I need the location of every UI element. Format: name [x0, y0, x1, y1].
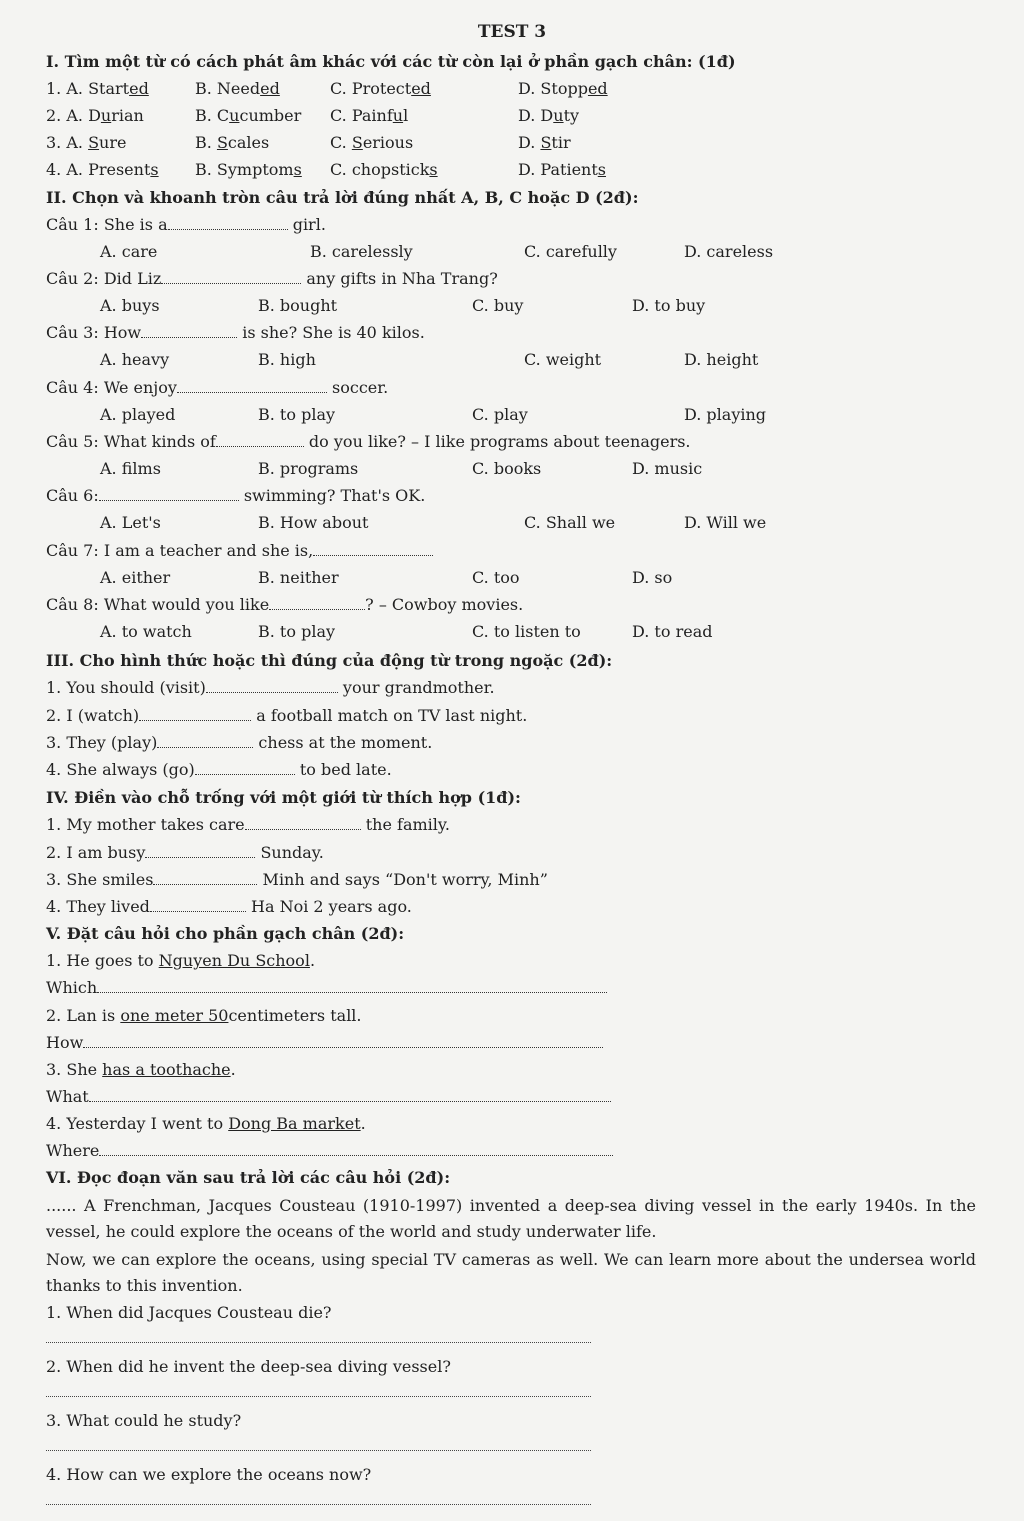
- question-text: Câu 3: How: [46, 323, 142, 342]
- item-text: Ha Noi 2 years ago.: [245, 897, 412, 916]
- section-4-heading: IV. Điền vào chỗ trống với một giới từ thích hợp (1đ):: [46, 788, 521, 807]
- item-text: 3. She smiles: [46, 870, 154, 889]
- item-text: to bed late.: [294, 760, 392, 779]
- question-text: Câu 8: What would you like: [46, 595, 270, 614]
- option-text: 2. A. D: [46, 106, 101, 125]
- choice-option-a[interactable]: A. to watch: [100, 622, 192, 641]
- underlined-letters: s: [150, 160, 159, 179]
- question-text: soccer.: [326, 378, 389, 397]
- question-stem: [46, 432, 691, 451]
- item-text: 1. My mother takes care: [46, 815, 245, 834]
- fill-in-item: [46, 843, 324, 862]
- question-stem: [46, 323, 425, 342]
- option-text: D. D: [518, 106, 554, 125]
- pronunciation-option[interactable]: [518, 106, 579, 125]
- fill-in-item: [46, 678, 495, 697]
- answer-blank[interactable]: [216, 434, 304, 447]
- sentence-text: 2. Lan is: [46, 1006, 121, 1025]
- question-text: do you like? – I like programs about teenagers.: [303, 432, 691, 451]
- choice-option-c[interactable]: C. too: [472, 568, 520, 587]
- question-text: girl.: [287, 215, 326, 234]
- fill-in-item: [46, 706, 527, 725]
- pronunciation-option[interactable]: [195, 160, 302, 179]
- section-5-heading: V. Đặt câu hỏi cho phần gạch chân (2đ):: [46, 924, 405, 943]
- choice-option-b[interactable]: B. How about: [258, 513, 369, 532]
- question-text: ? – Cowboy movies.: [365, 595, 524, 614]
- rewrite-sentence: [46, 951, 315, 970]
- item-text: 4. They lived: [46, 897, 150, 916]
- underlined-letters: S: [351, 133, 363, 152]
- question-text: swimming? That's OK.: [238, 486, 426, 505]
- underlined-letters: u: [553, 106, 564, 125]
- pronunciation-option[interactable]: [518, 79, 608, 98]
- answer-line[interactable]: [46, 1449, 591, 1451]
- answer-blank[interactable]: [99, 1143, 613, 1156]
- fill-in-item: [46, 897, 412, 916]
- pronunciation-option[interactable]: [195, 133, 269, 152]
- item-text: Minh and says “Don't worry, Minh”: [257, 870, 548, 889]
- choice-option-c[interactable]: C. Shall we: [524, 513, 616, 532]
- answer-blank[interactable]: [141, 325, 237, 338]
- sentence-text: centimeters tall.: [228, 1006, 362, 1025]
- fill-in-item: [46, 815, 450, 834]
- choice-option-d[interactable]: D. to read: [632, 622, 713, 641]
- pronunciation-option[interactable]: [518, 133, 571, 152]
- question-text: any gifts in Nha Trang?: [301, 269, 498, 288]
- option-text: B. Symptom: [195, 160, 294, 179]
- section-2-heading: II. Chọn và khoanh tròn câu trả lời đúng nhất A, B, C hoặc D (2đ):: [46, 188, 639, 207]
- option-text: D. Patient: [518, 160, 598, 179]
- fill-in-item: [46, 733, 432, 752]
- sentence-text: .: [360, 1114, 366, 1133]
- question-starter: Where: [46, 1141, 100, 1160]
- answer-blank[interactable]: [177, 380, 327, 393]
- question-answer-line[interactable]: [46, 978, 607, 997]
- answer-blank[interactable]: [97, 980, 607, 993]
- section-6-heading: VI. Đọc đoạn văn sau trả lời các câu hỏi (2đ):: [46, 1168, 451, 1187]
- option-text: C. chopstick: [330, 160, 430, 179]
- answer-blank[interactable]: [150, 899, 246, 912]
- answer-blank[interactable]: [161, 271, 301, 284]
- question-text: Câu 5: What kinds of: [46, 432, 216, 451]
- question-stem: [46, 541, 433, 560]
- choice-option-a[interactable]: A. Let's: [100, 513, 161, 532]
- underlined-letters: S: [540, 133, 552, 152]
- answer-blank[interactable]: [157, 735, 253, 748]
- paragraph-1-text: A Frenchman, Jacques Cousteau (1910-1997) invented a deep-sea diving vessel in the early 1940s. In the vessel, he could explore the oceans of the world and study underwater life.: [46, 1196, 976, 1241]
- option-text: cales: [227, 133, 270, 152]
- reading-question: 4. How can we explore the oceans now?: [46, 1465, 372, 1484]
- underlined-letters: ed: [587, 79, 608, 98]
- answer-blank[interactable]: [269, 597, 365, 610]
- reading-question: 2. When did he invent the deep-sea diving vessel?: [46, 1357, 451, 1376]
- underlined-letters: u: [229, 106, 240, 125]
- question-answer-line[interactable]: [46, 1087, 611, 1106]
- item-text: 2. I am busy: [46, 843, 146, 862]
- question-stem: [46, 595, 523, 614]
- pronunciation-option[interactable]: [46, 106, 144, 125]
- sentence-text: 4. Yesterday I went to: [46, 1114, 229, 1133]
- question-text: Câu 1: She is a: [46, 215, 168, 234]
- choice-option-c[interactable]: C. books: [472, 459, 542, 478]
- answer-blank[interactable]: [245, 817, 361, 830]
- pronunciation-option[interactable]: [330, 79, 431, 98]
- pronunciation-option[interactable]: [46, 160, 159, 179]
- item-text: 1. You should (visit): [46, 678, 206, 697]
- option-text: erious: [362, 133, 414, 152]
- choice-option-d[interactable]: D. height: [684, 350, 759, 369]
- underlined-letters: S: [88, 133, 100, 152]
- choice-option-a[interactable]: A. buys: [100, 296, 160, 315]
- reading-question: 1. When did Jacques Cousteau die?: [46, 1303, 332, 1322]
- choice-option-b[interactable]: B. to play: [258, 405, 336, 424]
- option-text: l: [403, 106, 409, 125]
- pronunciation-option[interactable]: [330, 133, 413, 152]
- option-text: B. Need: [195, 79, 261, 98]
- item-text: your grandmother.: [337, 678, 495, 697]
- choice-option-b[interactable]: B. carelessly: [310, 242, 413, 261]
- option-text: B. C: [195, 106, 230, 125]
- underlined-letters: s: [597, 160, 606, 179]
- choice-option-c[interactable]: C. weight: [524, 350, 602, 369]
- choice-option-a[interactable]: A. either: [100, 568, 171, 587]
- pronunciation-option[interactable]: [330, 106, 408, 125]
- reading-question: 3. What could he study?: [46, 1411, 242, 1430]
- choice-option-d[interactable]: D. careless: [684, 242, 774, 261]
- option-text: D.: [518, 133, 541, 152]
- item-text: a football match on TV last night.: [251, 706, 528, 725]
- rewrite-sentence: [46, 1006, 362, 1025]
- option-text: rian: [111, 106, 144, 125]
- question-text: is she? She is 40 kilos.: [237, 323, 425, 342]
- option-text: ure: [99, 133, 127, 152]
- underlined-letters: S: [216, 133, 228, 152]
- underlined-part: has a toothache: [102, 1060, 231, 1079]
- fill-in-item: [46, 760, 392, 779]
- option-text: 3. A.: [46, 133, 89, 152]
- choice-option-a[interactable]: A. heavy: [100, 350, 170, 369]
- answer-blank[interactable]: [168, 217, 288, 230]
- option-text: 4. A. Present: [46, 160, 151, 179]
- question-answer-line[interactable]: [46, 1033, 603, 1052]
- underlined-letters: u: [392, 106, 404, 125]
- item-text: 4. She always (go): [46, 760, 195, 779]
- underlined-letters: u: [100, 106, 112, 125]
- choice-option-c[interactable]: C. carefully: [524, 242, 617, 261]
- option-text: C.: [330, 133, 352, 152]
- underlined-letters: ed: [129, 79, 149, 98]
- choice-option-b[interactable]: B. bought: [258, 296, 338, 315]
- answer-line[interactable]: [46, 1503, 591, 1505]
- underlined-letters: ed: [260, 79, 280, 98]
- question-text: Câu 7: I am a teacher and she is,: [46, 541, 314, 560]
- choice-option-d[interactable]: D. music: [632, 459, 703, 478]
- choice-option-b[interactable]: B. high: [258, 350, 316, 369]
- pronunciation-option[interactable]: [46, 133, 126, 152]
- section-1-heading: I. Tìm một từ có cách phát âm khác với các từ còn lại ở phần gạch chân: (1đ): [46, 52, 736, 71]
- sentence-text: 3. She: [46, 1060, 103, 1079]
- rewrite-sentence: [46, 1114, 366, 1133]
- option-text: D. Stopp: [518, 79, 588, 98]
- option-text: C. Protect: [330, 79, 412, 98]
- choice-option-d[interactable]: D. playing: [684, 405, 767, 424]
- choice-option-a[interactable]: A. played: [100, 405, 176, 424]
- question-stem: [46, 486, 425, 505]
- reading-paragraph-2: Now, we can explore the oceans, using special TV cameras as well. We can learn more about the undersea world thanks to this invention.: [46, 1250, 976, 1295]
- option-text: 1. A. Start: [46, 79, 130, 98]
- question-answer-line[interactable]: [46, 1141, 613, 1160]
- underlined-letters: s: [293, 160, 302, 179]
- choice-option-b[interactable]: B. neither: [258, 568, 339, 587]
- item-text: 2. I (watch): [46, 706, 140, 725]
- question-text: Câu 4: We enjoy: [46, 378, 177, 397]
- question-stem: [46, 378, 388, 397]
- pronunciation-option[interactable]: [195, 106, 301, 125]
- underlined-part: one meter 50: [120, 1006, 229, 1025]
- underlined-part: Dong Ba market: [228, 1114, 361, 1133]
- sentence-text: .: [309, 951, 316, 970]
- answer-blank[interactable]: [195, 762, 295, 775]
- option-text: C. Painf: [330, 106, 393, 125]
- question-text: Câu 6:: [46, 486, 99, 505]
- underlined-part: Nguyen Du School: [158, 951, 310, 970]
- sentence-text: .: [230, 1060, 236, 1079]
- section-3-heading: III. Cho hình thức hoặc thì đúng của động từ trong ngoặc (2đ):: [46, 651, 613, 670]
- underlined-letters: ed: [411, 79, 431, 98]
- option-text: tir: [551, 133, 571, 152]
- question-stem: [46, 269, 498, 288]
- question-stem: [46, 215, 326, 234]
- answer-blank[interactable]: [145, 845, 255, 858]
- choice-option-a[interactable]: A. films: [100, 459, 161, 478]
- question-starter: Which: [46, 978, 98, 997]
- item-text: chess at the moment.: [253, 733, 433, 752]
- option-text: B.: [195, 133, 217, 152]
- choice-option-b[interactable]: B. programs: [258, 459, 359, 478]
- answer-line[interactable]: [46, 1395, 591, 1397]
- paragraph-blank: ......: [46, 1196, 77, 1215]
- option-text: ty: [563, 106, 580, 125]
- reading-paragraph-1: [46, 1193, 976, 1245]
- answer-blank[interactable]: [206, 680, 338, 693]
- test-title: TEST 3: [477, 22, 547, 42]
- choice-option-d[interactable]: D. so: [632, 568, 673, 587]
- fill-in-item: [46, 870, 548, 889]
- pronunciation-option[interactable]: [330, 160, 438, 179]
- pronunciation-option[interactable]: [46, 79, 149, 98]
- answer-blank[interactable]: [83, 1035, 603, 1048]
- sentence-text: 1. He goes to: [46, 951, 159, 970]
- choice-option-c[interactable]: C. to listen to: [472, 622, 581, 641]
- item-text: the family.: [360, 815, 450, 834]
- choice-option-c[interactable]: C. buy: [472, 296, 524, 315]
- pronunciation-option[interactable]: [518, 160, 606, 179]
- item-text: 3. They (play): [46, 733, 158, 752]
- answer-blank[interactable]: [153, 872, 257, 885]
- pronunciation-option[interactable]: [195, 79, 280, 98]
- underlined-letters: s: [429, 160, 438, 179]
- answer-blank[interactable]: [99, 488, 239, 501]
- question-starter: How: [46, 1033, 84, 1052]
- choice-option-d[interactable]: D. Will we: [684, 513, 767, 532]
- option-text: cumber: [239, 106, 302, 125]
- choice-option-c[interactable]: C. play: [472, 405, 528, 424]
- choice-option-d[interactable]: D. to buy: [632, 296, 706, 315]
- answer-blank[interactable]: [89, 1089, 611, 1102]
- rewrite-sentence: [46, 1060, 236, 1079]
- item-text: Sunday.: [255, 843, 324, 862]
- choice-option-b[interactable]: B. to play: [258, 622, 336, 641]
- answer-line[interactable]: [46, 1341, 591, 1343]
- choice-option-a[interactable]: A. care: [100, 242, 158, 261]
- answer-blank[interactable]: [139, 708, 251, 721]
- question-starter: What: [46, 1087, 89, 1106]
- question-text: Câu 2: Did Liz: [46, 269, 162, 288]
- answer-blank[interactable]: [313, 543, 433, 556]
